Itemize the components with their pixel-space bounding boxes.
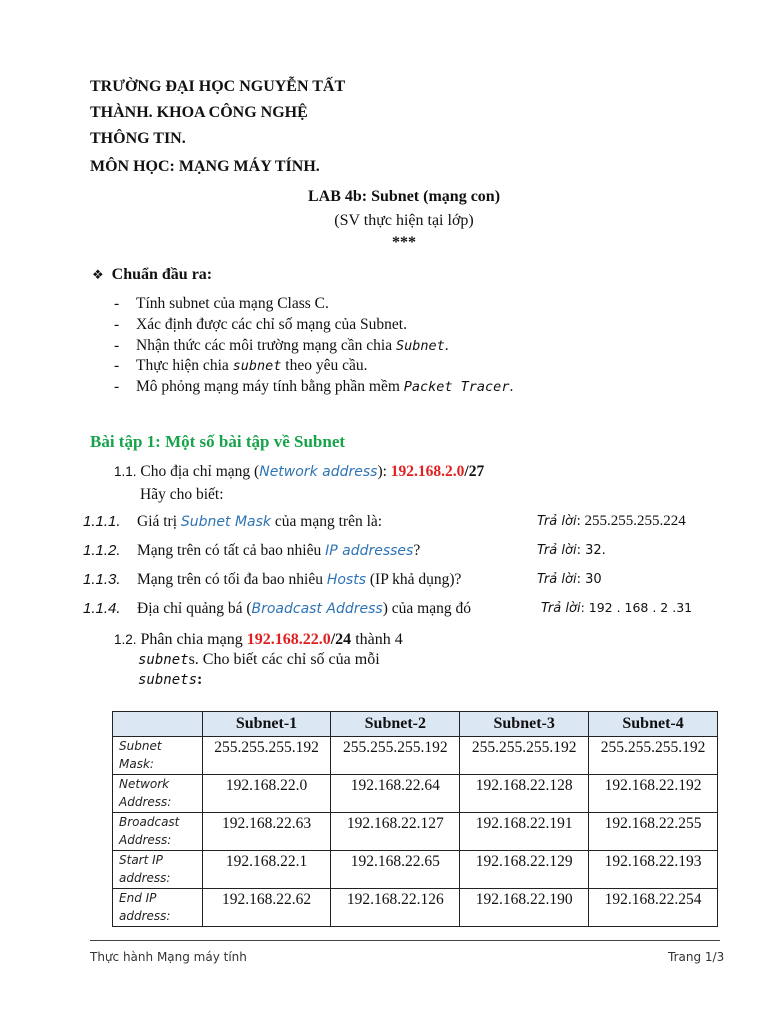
question-text: ? xyxy=(413,542,421,559)
table-cell: 192.168.22.65 xyxy=(331,851,460,889)
table-cell: 255.255.255.192 xyxy=(460,737,589,775)
row-label-line2: address: xyxy=(119,871,171,885)
subquestion-number: 1.1.2. xyxy=(83,542,121,559)
table-cell: 192.168.22.254 xyxy=(589,889,718,927)
question-term: Subnet Mask xyxy=(180,514,272,530)
answer-label: Trả lời xyxy=(541,601,581,616)
question-number: 1.2. xyxy=(114,632,137,647)
column-header: Subnet-1 xyxy=(202,712,331,737)
answer-1-1-2 xyxy=(537,542,606,559)
objective-term: subnet xyxy=(232,358,282,374)
subquestion-number: 1.1.3. xyxy=(83,571,121,588)
table-cell: 192.168.22.64 xyxy=(331,775,460,813)
question-text: Cho địa chỉ mạng ( xyxy=(136,463,260,480)
question-term: Network address xyxy=(259,464,378,480)
table-row xyxy=(113,775,718,813)
table-cell: 192.168.22.190 xyxy=(460,889,589,927)
column-header: Subnet-2 xyxy=(331,712,460,737)
table-cell: 192.168.22.255 xyxy=(589,813,718,851)
table-row xyxy=(113,889,718,927)
objective-item-4 xyxy=(114,357,368,375)
answer-value: : 30 xyxy=(576,572,602,587)
table-corner-cell xyxy=(113,712,203,737)
question-text: Mạng trên có tối đa bao nhiêu xyxy=(137,571,327,588)
row-label-line2: Mask: xyxy=(119,757,154,771)
exercise-heading: Bài tập 1: Một số bài tập về Subnet xyxy=(90,432,346,451)
row-label xyxy=(113,851,203,889)
network-prefix: /24 xyxy=(330,631,352,648)
objective-item-3 xyxy=(114,337,449,355)
objective-text: Nhận thức các môi trường mạng cần chia xyxy=(136,337,396,354)
lab-subtitle: (SV thực hiện tại lớp) xyxy=(334,212,474,229)
row-label-line2: Address: xyxy=(119,795,172,809)
objective-item-5 xyxy=(114,378,513,396)
question-text: s. Cho biết các chỉ số của mỗi xyxy=(188,651,380,668)
question-text: ): xyxy=(377,463,391,480)
objective-text: Thực hiện chia xyxy=(136,357,233,374)
question-term: Broadcast Address xyxy=(251,601,383,617)
row-label-line1: End IP xyxy=(119,891,157,905)
objective-item-1 xyxy=(114,295,329,313)
objective-text: . xyxy=(509,378,514,395)
row-label-line1: Subnet xyxy=(119,739,162,753)
subquestion-number: 1.1.1. xyxy=(83,513,121,530)
answer-label: Trả lời xyxy=(537,543,577,558)
subquestion-1-1-4 xyxy=(137,600,471,618)
dash-bullet: - xyxy=(114,337,120,354)
table-cell: 192.168.22.1 xyxy=(202,851,331,889)
question-text: ) của mạng đó xyxy=(382,600,471,617)
table-cell: 192.168.22.0 xyxy=(202,775,331,813)
table-cell: 192.168.22.126 xyxy=(331,889,460,927)
question-term: Hosts xyxy=(326,572,366,588)
objective-item-2 xyxy=(114,316,407,334)
answer-label: Trả lời xyxy=(537,572,577,587)
question-text: Địa chỉ quảng bá ( xyxy=(137,600,252,617)
question-text: Mạng trên có tất cả bao nhiêu xyxy=(137,542,326,559)
footer-page-number: Trang 1/3 xyxy=(668,950,725,964)
objective-text: Mô phỏng mạng máy tính bằng phần mềm xyxy=(136,378,404,395)
lab-title: LAB 4b: Subnet (mạng con) xyxy=(307,188,501,205)
answer-value: : 32. xyxy=(576,543,606,558)
objective-term: Packet Tracer xyxy=(403,379,510,395)
objective-text: Tính subnet của mạng Class C. xyxy=(136,295,329,312)
answer-value: : 192 . 168 . 2 .31 xyxy=(580,600,693,615)
table-cell: 255.255.255.192 xyxy=(202,737,331,775)
question-1-1-prompt: Hãy cho biết: xyxy=(140,486,224,503)
network-ip: 192.168.2.0 xyxy=(390,463,465,480)
network-prefix: /27 xyxy=(464,463,485,480)
question-term: subnet xyxy=(138,652,189,668)
table-cell: 192.168.22.129 xyxy=(460,851,589,889)
answer-label: Trả lời xyxy=(537,514,577,529)
footer-course: Thực hành Mạng máy tính xyxy=(90,950,247,964)
subquestion-1-1-3 xyxy=(137,571,461,589)
question-text: Phân chia mạng xyxy=(136,631,247,648)
question-text: : xyxy=(197,671,203,688)
table-cell: 192.168.22.63 xyxy=(202,813,331,851)
footer-divider xyxy=(90,940,720,941)
dash-bullet: - xyxy=(114,357,120,374)
dash-bullet: - xyxy=(114,295,120,312)
objective-text: theo yêu cầu. xyxy=(281,357,368,374)
table-cell: 192.168.22.127 xyxy=(331,813,460,851)
row-label-line1: Broadcast xyxy=(119,815,180,829)
row-label-line2: address: xyxy=(119,909,171,923)
table-row xyxy=(113,813,718,851)
question-text: (IP khả dụng)? xyxy=(366,571,462,588)
school-name-line1: TRƯỜNG ĐẠI HỌC NGUYỄN TẤT xyxy=(90,78,346,95)
objectives-heading xyxy=(92,266,212,284)
objective-text: . xyxy=(444,337,449,354)
subquestion-number: 1.1.4. xyxy=(83,600,121,617)
lab-stars: *** xyxy=(392,234,416,251)
objectives-heading-text: Chuẩn đầu ra: xyxy=(111,266,213,283)
table-cell: 192.168.22.128 xyxy=(460,775,589,813)
table-cell: 192.168.22.192 xyxy=(589,775,718,813)
row-label-line2: Address: xyxy=(119,833,172,847)
diamond-bullet-icon: ❖ xyxy=(92,267,104,282)
answer-1-1-3 xyxy=(537,571,602,588)
column-header: Subnet-4 xyxy=(589,712,718,737)
question-number: 1.1. xyxy=(114,464,137,479)
subquestion-1-1-1 xyxy=(137,513,382,531)
table-cell: 192.168.22.193 xyxy=(589,851,718,889)
table-cell: 255.255.255.192 xyxy=(331,737,460,775)
subquestion-1-1-2 xyxy=(137,542,420,560)
question-text: thành 4 xyxy=(351,631,403,648)
table-row xyxy=(113,737,718,775)
dash-bullet: - xyxy=(114,316,120,333)
answer-1-1-4 xyxy=(541,600,692,617)
question-1-2-line2 xyxy=(138,651,380,669)
course-title: MÔN HỌC: MẠNG MÁY TÍNH. xyxy=(90,158,320,175)
row-label xyxy=(113,737,203,775)
school-name-line3: THÔNG TIN. xyxy=(90,130,186,147)
objective-term: Subnet xyxy=(396,338,445,354)
row-label-line1: Start IP xyxy=(119,853,163,867)
row-label xyxy=(113,813,203,851)
table-cell: 192.168.22.191 xyxy=(460,813,589,851)
table-header-row xyxy=(113,712,718,737)
answer-1-1-1 xyxy=(537,513,686,530)
answer-value: : 255.255.255.224 xyxy=(576,513,686,529)
row-label xyxy=(113,889,203,927)
question-1-2-line3 xyxy=(138,671,202,689)
question-text: của mạng trên là: xyxy=(271,513,383,530)
question-term: subnets xyxy=(138,672,198,688)
table-row xyxy=(113,851,718,889)
table-cell: 192.168.22.62 xyxy=(202,889,331,927)
table-cell: 255.255.255.192 xyxy=(589,737,718,775)
column-header: Subnet-3 xyxy=(460,712,589,737)
question-1-2 xyxy=(114,631,403,649)
dash-bullet: - xyxy=(114,378,120,395)
row-label-line1: Network xyxy=(119,777,170,791)
question-1-1 xyxy=(114,463,484,481)
school-name-line2: THÀNH. KHOA CÔNG NGHỆ xyxy=(90,104,308,121)
question-text: Giá trị xyxy=(137,513,181,530)
objective-text: Xác định được các chỉ số mạng của Subnet. xyxy=(136,316,407,333)
row-label xyxy=(113,775,203,813)
question-term: IP addresses xyxy=(325,543,414,559)
network-ip: 192.168.22.0 xyxy=(246,631,331,648)
subnet-table xyxy=(112,711,718,927)
